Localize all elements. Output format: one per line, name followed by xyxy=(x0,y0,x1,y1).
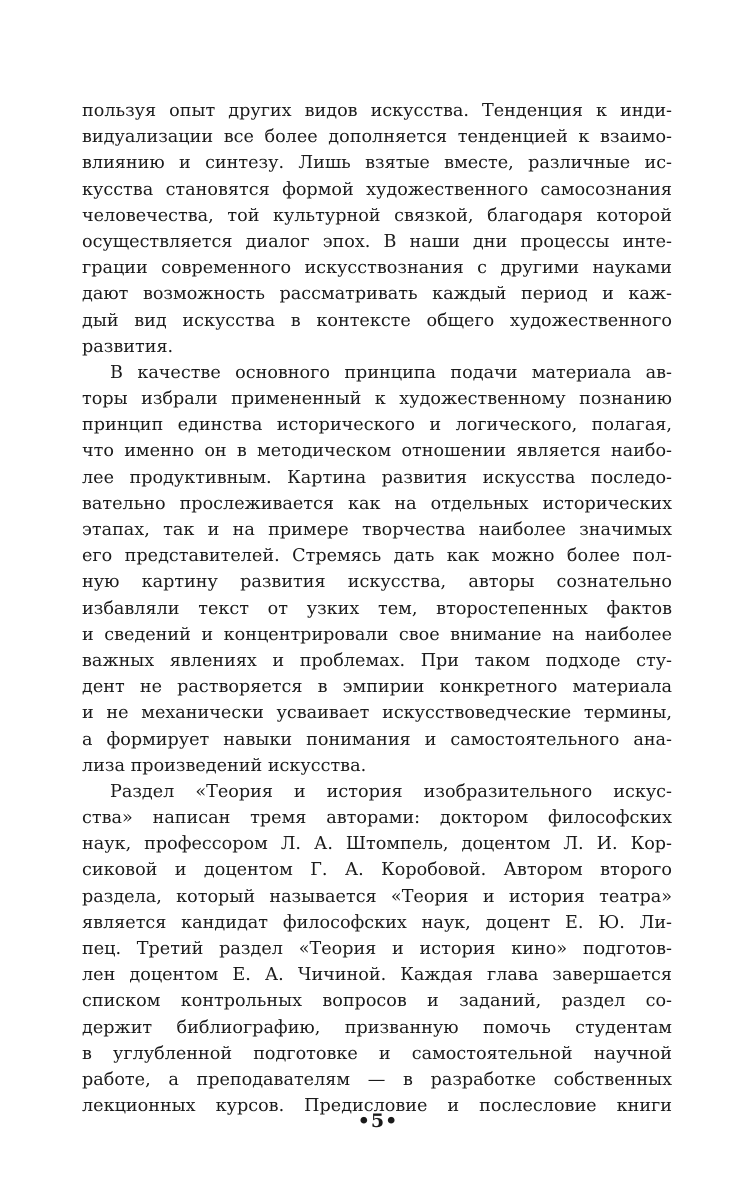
text-line: Раздел «Теория и история изобразительного искус- xyxy=(110,781,672,802)
body-text xyxy=(82,98,672,1119)
text-line: раздела, который называется «Теория и история театра» xyxy=(82,886,672,907)
text-line: развития. xyxy=(82,336,174,357)
text-line: вательно прослеживается как на отдельных исторических xyxy=(82,493,672,514)
text-line: лее продуктивным. Картина развития искусства последо- xyxy=(82,467,672,488)
text-line: человечества, той культурной связкой, благодаря которой xyxy=(82,205,672,226)
text-line: торы избрали примененный к художественному познанию xyxy=(82,389,672,410)
text-line: этапах, так и на примере творчества наиболее значимых xyxy=(82,520,672,540)
paragraph-3 xyxy=(82,779,672,1119)
text-line: является кандидат философских наук, доцент Е. Ю. Ли- xyxy=(82,912,672,933)
text-line: его представителей. Стремясь дать как можно более пол- xyxy=(82,546,672,567)
text-line: дают возможность рассматривать каждый период и каж- xyxy=(82,284,672,305)
text-line: работе, а преподавателям — в разработке собственных xyxy=(82,1069,672,1090)
text-line: и не механически усваивает искусствоведческие термины, xyxy=(82,703,672,724)
text-line: осуществляется диалог эпох. В наши дни процессы инте- xyxy=(82,231,672,252)
text-line: и сведений и концентрировали свое внимание на наиболее xyxy=(82,624,672,645)
text-line: в углубленной подготовке и самостоятельной научной xyxy=(82,1043,672,1064)
text-line: лекционных курсов. Предисловие и послесловие книги xyxy=(82,1096,672,1117)
paragraph-2 xyxy=(82,360,672,779)
text-line: лен доцентом Е. А. Чичиной. Каждая глава завершается xyxy=(82,965,672,986)
text-line: кусства становятся формой художественного самосознания xyxy=(82,179,672,200)
text-line: влиянию и синтезу. Лишь взятые вместе, различные ис- xyxy=(82,153,672,174)
text-line: В качестве основного принципа подачи материала ав- xyxy=(110,362,672,383)
text-line: пользуя опыт других видов искусства. Тенденция к инди- xyxy=(82,101,672,121)
paragraph-1 xyxy=(82,98,672,360)
text-line: дый вид искусства в контексте общего художественного xyxy=(82,310,672,331)
text-line: сиковой и доцентом Г. А. Коробовой. Автором второго xyxy=(82,860,672,881)
text-line: лиза произведений искусства. xyxy=(82,755,367,776)
text-line: важных явлениях и проблемах. При таком подходе сту- xyxy=(82,650,672,671)
text-line: а формирует навыки понимания и самостоятельного ана- xyxy=(82,729,672,750)
text-line: списком контрольных вопросов и заданий, раздел со- xyxy=(82,991,672,1012)
text-line: держит библиографию, призванную помочь студентам xyxy=(82,1017,672,1038)
text-line: что именно он в методическом отношении является наибо- xyxy=(82,441,672,462)
text-line: принцип единства исторического и логического, полагая, xyxy=(82,415,672,436)
text-line: избавляли текст от узких тем, второстепенных фактов xyxy=(82,598,672,619)
text-line: дент не растворяется в эмпирии конкретного материала xyxy=(82,677,672,698)
text-line: пец. Третий раздел «Теория и история кино» подготов- xyxy=(82,939,672,959)
text-line: наук, профессором Л. А. Штомпель, доцентом Л. И. Кор- xyxy=(82,834,672,855)
text-line: ства» написан тремя авторами: доктором философских xyxy=(82,808,672,829)
text-line: грации современного искусствознания с другими науками xyxy=(82,258,672,279)
text-line: видуализации все более дополняется тенденцией к взаимо- xyxy=(82,127,672,148)
page-number: •5• xyxy=(357,1110,399,1132)
text-line: ную картину развития искусства, авторы сознательно xyxy=(82,572,672,593)
